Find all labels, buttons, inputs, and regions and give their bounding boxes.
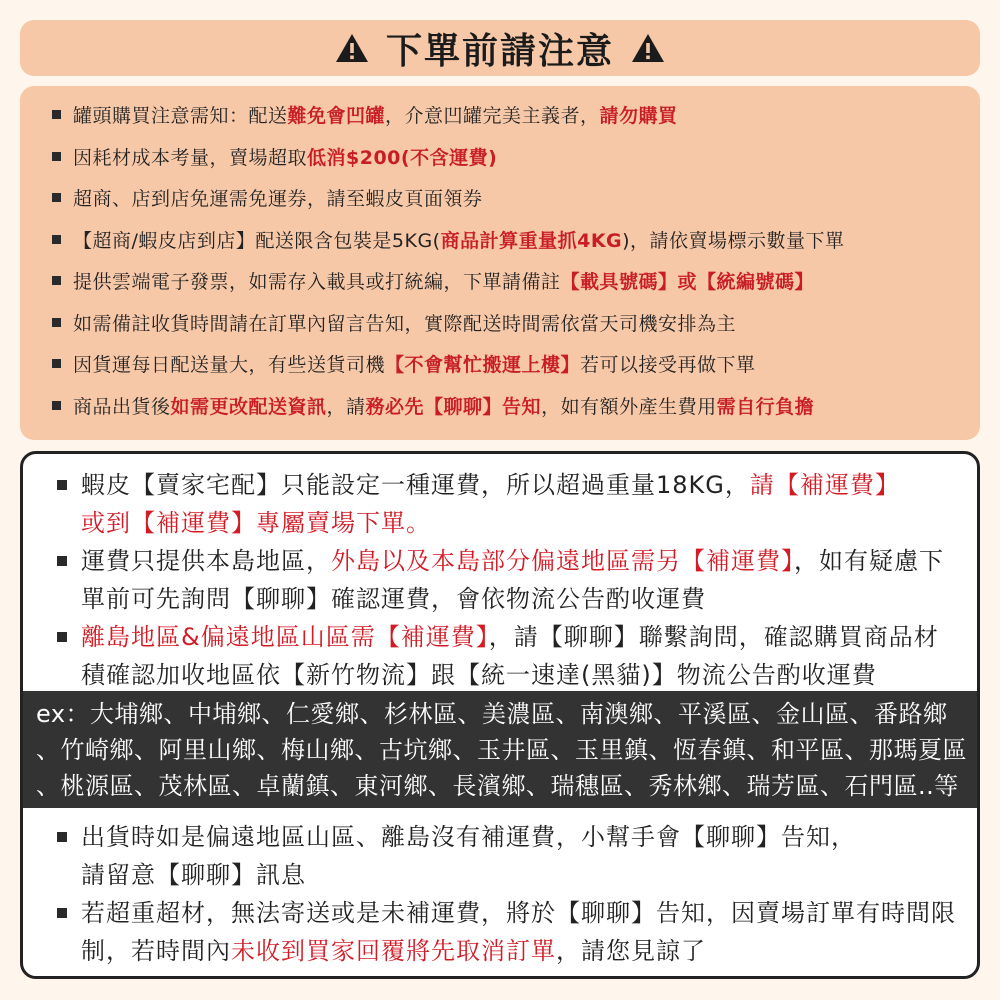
bullet-square-icon	[57, 480, 67, 490]
bullet-square-icon	[52, 276, 61, 285]
list-item-text	[73, 267, 814, 294]
list-item	[52, 219, 970, 261]
list-item-text	[73, 143, 497, 170]
text-segment: 如需備註收貨時間請在訂單內留言告知，實際配送時間需依當天司機安排為主	[73, 312, 737, 335]
list-item	[57, 894, 957, 970]
list-item-text	[73, 226, 845, 253]
text-segment: 若可以接受再做下單	[580, 354, 756, 377]
example-line: 、竹崎鄉、阿里山鄉、梅山鄉、古坑鄉、玉井區、玉里鎮、恆春鎮、和平區、那瑪夏區	[36, 736, 967, 764]
warning-triangle-icon	[334, 32, 370, 64]
highlight-text: 請勿購買	[599, 105, 678, 128]
list-item	[52, 302, 970, 344]
text-segment: ，如有額外產生費用	[541, 395, 717, 418]
bullet-square-icon	[52, 318, 61, 327]
text-segment: ，如有疑慮下單前可先詢問【聊聊】確認運費，會依物流公告酌收運費	[81, 547, 944, 613]
list-item-text	[81, 894, 957, 970]
example-line: ex：大埔鄉、中埔鄉、仁愛鄉、杉林區、美濃區、南澳鄉、平溪區、金山區、番路鄉	[36, 700, 948, 728]
example-line: 、桃源區、茂林區、卓蘭鎮、東河鄉、長濱鄉、瑞穗區、秀林鄉、瑞芳區、石門區..等	[36, 772, 959, 800]
shipping-panel	[20, 451, 980, 979]
list-item	[52, 136, 970, 178]
list-item-text	[73, 101, 678, 128]
highlight-text: 難免會凹罐	[287, 105, 386, 128]
highlight-text: 商品計算重量抓4KG	[440, 229, 623, 252]
page-title: 下單前請注意	[385, 30, 614, 72]
text-segment: 超商、店到店免運需免運券，請至蝦皮頁面領券	[73, 188, 483, 211]
shipping-notes-bottom	[23, 818, 977, 970]
highlight-text: 請【補運費】	[749, 471, 900, 499]
bullet-square-icon	[52, 193, 61, 202]
bullet-square-icon	[57, 832, 67, 842]
bullet-square-icon	[57, 908, 67, 918]
bullet-square-icon	[52, 235, 61, 244]
list-item-text	[81, 618, 957, 694]
text-segment: 提供雲端電子發票，如需存入載具或打統編，下單請備註	[73, 271, 561, 294]
highlight-text: 未收到買家回覆將先取消訂單	[231, 937, 556, 965]
text-segment: 商品出貨後	[73, 395, 171, 418]
text-segment: 因耗材成本考量，賣場超取	[73, 146, 308, 169]
text-segment: )，請依賣場標示數量下單	[622, 229, 845, 252]
bullet-square-icon	[52, 110, 61, 119]
text-segment: 請留意【聊聊】訊息	[81, 861, 306, 889]
list-item-text	[81, 542, 957, 618]
highlight-text: 離島地區&偏遠地區山區需【補運費】	[81, 623, 489, 651]
text-segment: 蝦皮【賣家宅配】只能設定一種運費，所以超過重量18KG，	[81, 471, 750, 499]
list-item	[52, 260, 970, 302]
highlight-text: 如需更改配送資訊	[170, 395, 327, 418]
warning-triangle-icon	[630, 32, 666, 64]
highlight-text: 低消$200(不含運費)	[307, 146, 498, 169]
list-item-text	[81, 818, 957, 894]
text-segment: ，介意凹罐完美主義者，	[385, 105, 600, 128]
list-item	[57, 466, 957, 542]
highlight-text: 【載具號碼】或【統編號碼】	[560, 271, 815, 294]
list-item	[57, 818, 957, 894]
text-segment: 運費只提供本島地區，	[81, 547, 331, 575]
bullet-square-icon	[57, 556, 67, 566]
list-item-text	[73, 350, 756, 377]
list-item-text	[73, 392, 814, 419]
list-item	[57, 542, 957, 618]
text-segment: ，請	[326, 395, 366, 418]
text-segment: ，請您見諒了	[556, 937, 706, 965]
bullet-square-icon	[57, 632, 67, 642]
bullet-square-icon	[52, 401, 61, 410]
text-segment: 因貨運每日配送量大，有些送貨司機	[73, 354, 386, 377]
text-segment: 罐頭購買注意需知：配送	[73, 105, 288, 128]
list-item-text	[81, 466, 957, 542]
highlight-text: 務必先【聊聊】告知	[365, 395, 542, 418]
list-item	[57, 618, 957, 694]
text-segment: ，請【聊聊】聯繫詢問，確認購買商品材積確認加收地區依【新竹物流】跟【統一速達(黑貓)】物流公告酌收運費	[81, 623, 939, 689]
text-segment: 若超重超材，無法寄送或是未補運費，將於【聊聊】告知，因賣場訂單有時間限制，若時間內	[81, 899, 956, 965]
list-item	[52, 94, 970, 136]
bullet-square-icon	[52, 359, 61, 368]
text-segment: 【超商/蝦皮店到店】配送限含包裝是5KG(	[73, 229, 441, 252]
highlight-text: 需自行負擔	[716, 395, 815, 418]
list-item	[52, 343, 970, 385]
highlight-text: 或到【補運費】專屬賣場下單。	[81, 509, 431, 537]
bullet-square-icon	[52, 152, 61, 161]
remote-areas-examples	[23, 691, 977, 808]
highlight-text: 外島以及本島部分偏遠地區需另【補運費】	[331, 547, 794, 575]
list-item	[52, 385, 970, 427]
notice-list	[52, 94, 970, 426]
title-bar	[20, 20, 980, 76]
text-segment: 出貨時如是偏遠地區山區、離島沒有補運費，小幫手會【聊聊】告知，	[81, 823, 856, 851]
list-item	[52, 177, 970, 219]
highlight-text: 【不會幫忙搬運上樓】	[385, 354, 581, 377]
notice-list-panel	[20, 86, 980, 440]
list-item-text	[73, 309, 736, 336]
shipping-notes-top	[23, 454, 977, 694]
list-item-text	[73, 184, 483, 211]
